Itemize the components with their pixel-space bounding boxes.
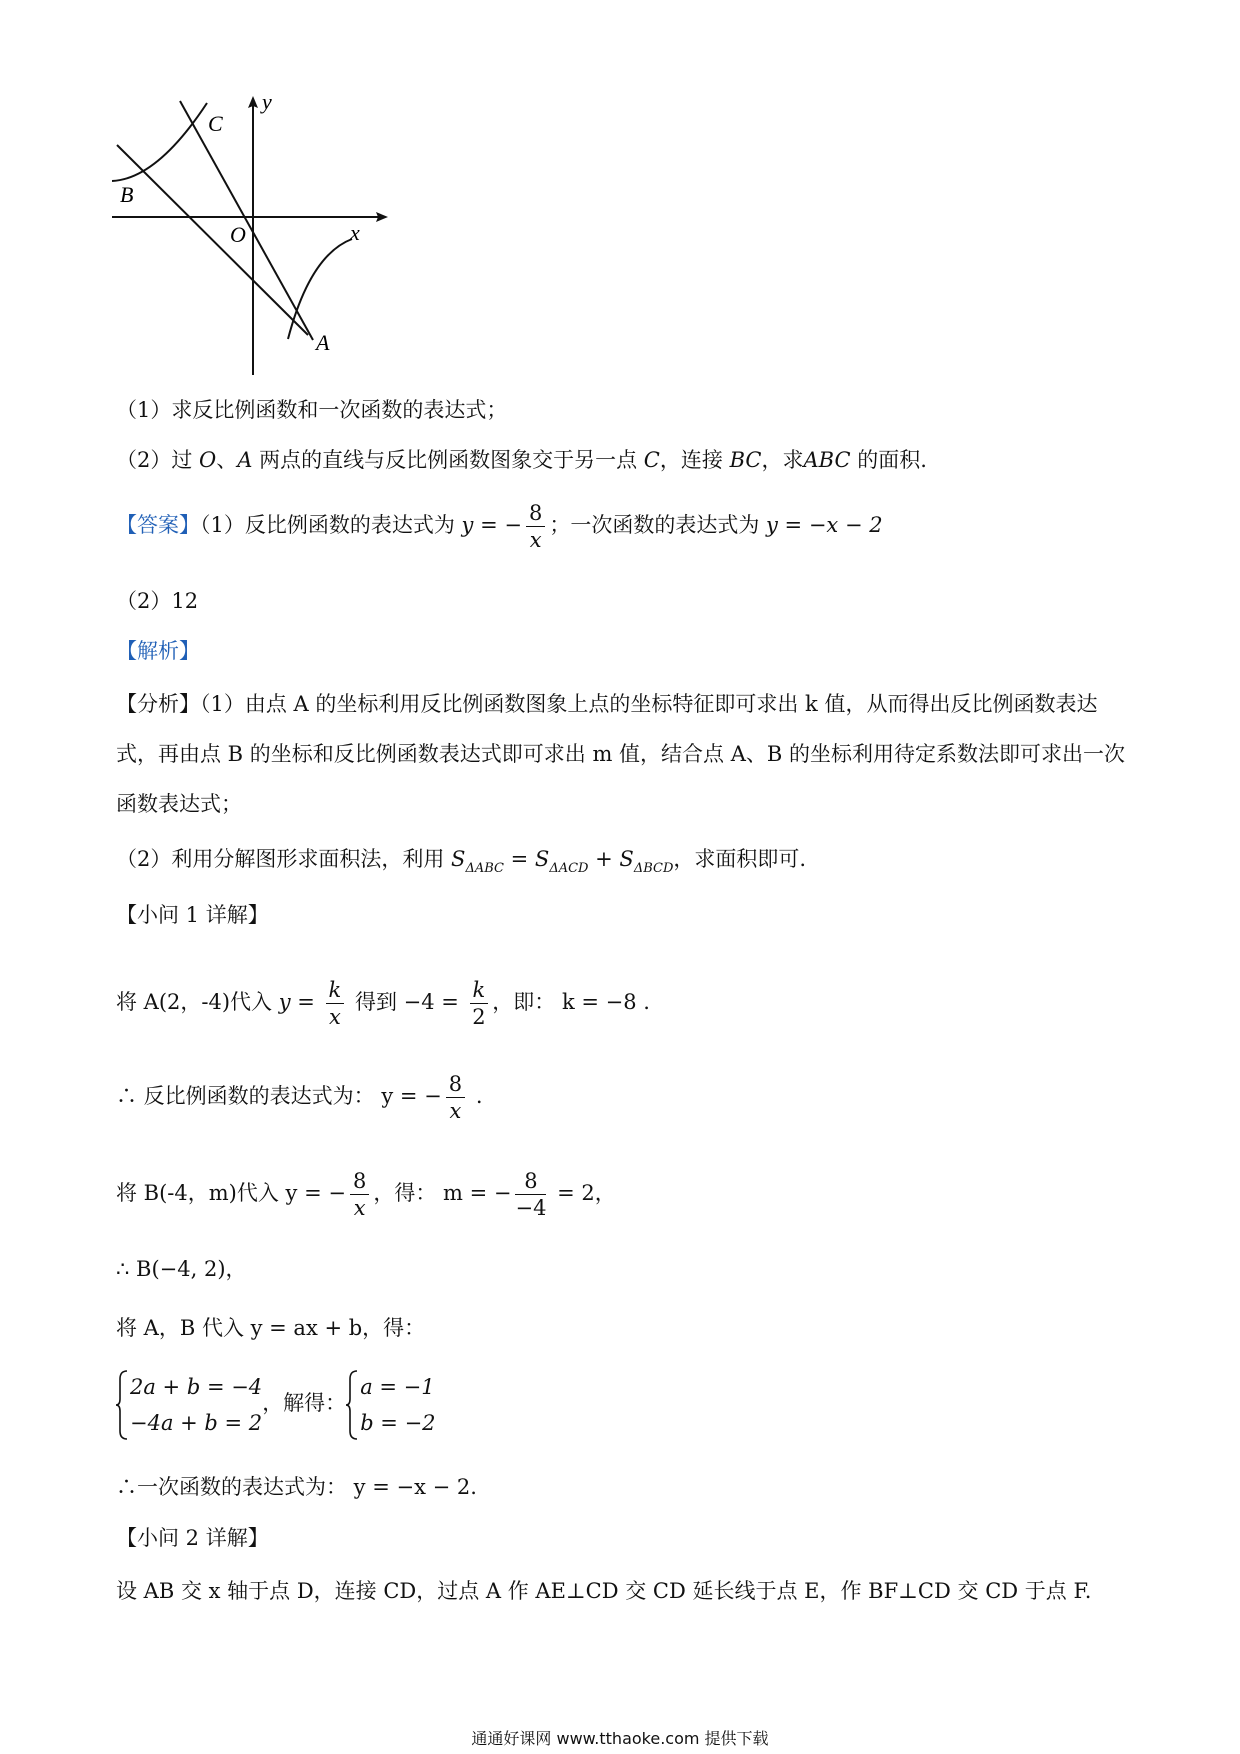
area-plus: +: [588, 847, 620, 871]
answer-text-2: ；一次函数的表达式为: [549, 513, 767, 537]
fraction-numerator: 8: [526, 500, 545, 527]
s3-fraction-8-x: [350, 1168, 369, 1221]
footer-source: 通通好课网 www.tthaoke.com 提供下载: [471, 1729, 769, 1748]
solution-step-1: [116, 977, 650, 1030]
fenxi-l4-text-b: ，求面积即可.: [673, 847, 807, 871]
fenxi-line-3: 函数表达式；: [116, 792, 242, 816]
question-2: [116, 445, 927, 475]
area-s-3: S: [619, 847, 634, 871]
answer-text-1: （1）反比例函数的表达式为: [200, 513, 462, 537]
answer-inverse-lhs: y = −: [461, 513, 522, 537]
fraction-denominator: x: [449, 1099, 462, 1123]
answer-tag: 【答案】: [116, 513, 200, 537]
area-sub-acd: ΔACD: [549, 861, 589, 876]
subquestion-2-setup: 设 AB 交 x 轴于点 D，连接 CD，过点 A 作 AE⊥CD 交 CD 延长线于点 E，作 BF⊥CD 交 CD 于点 F.: [116, 1579, 1092, 1603]
q2-point-c: C: [643, 448, 660, 472]
analysis-tag: 【解析】: [116, 639, 200, 663]
q2-text-3: 两点的直线与反比例函数图象交于另一点: [252, 448, 644, 472]
s2-fraction-8-x: [446, 1071, 465, 1124]
system-eq-1: 2a + b = −4: [130, 1374, 263, 1399]
fraction-numerator: k: [326, 977, 345, 1004]
answer-part-2: （2）12: [116, 589, 199, 613]
area-s-1: S: [451, 847, 466, 871]
q2-text-6: 的面积.: [850, 448, 927, 472]
solution-a: a = −1: [360, 1374, 435, 1399]
fenxi-l4-text-a: （2）利用分解图形求面积法，利用: [116, 847, 452, 871]
answer-inverse-fraction: [526, 500, 545, 553]
s2-text-b: .: [469, 1084, 483, 1108]
subquestion-1-title: 【小问 1 详解】: [116, 903, 269, 927]
system-eq-2: −4a + b = 2: [130, 1410, 263, 1435]
q2-text-2: 、: [216, 448, 238, 472]
label-a: A: [316, 330, 330, 355]
fraction-numerator: 8: [515, 1168, 546, 1195]
left-brace-icon: [346, 1369, 358, 1441]
q2-text-5: ，求: [761, 448, 804, 472]
fenxi-line-1: 【分析】（1）由点 A 的坐标利用反比例函数图象上点的坐标特征即可求出 k 值，从而得出反比例函数表达: [116, 692, 1098, 716]
s1-fraction-k-x: [326, 977, 345, 1030]
answer-line-1: [116, 500, 883, 553]
fraction-denominator: x: [529, 528, 542, 552]
line-oc-a: [180, 101, 313, 340]
fraction-numerator: k: [470, 977, 489, 1004]
line-ab: [117, 145, 308, 335]
subquestion-2-title: 【小问 2 详解】: [116, 1526, 269, 1550]
s2-text-a: ∴ 反比例函数的表达式为： y = −: [116, 1084, 442, 1108]
fraction-denominator: x: [353, 1196, 366, 1220]
q2-text-1: （2）过: [116, 448, 200, 472]
fraction-denominator: x: [328, 1005, 341, 1029]
system-solved-text: ，解得：: [262, 1391, 347, 1415]
solution-b: b = −2: [360, 1410, 436, 1435]
fenxi-line-4: [116, 844, 806, 878]
solution-step-2: [116, 1071, 483, 1124]
fenxi-line-2: 式，再由点 B 的坐标和反比例函数表达式即可求出 m 值，结合点 A、B 的坐标利用待定系数法即可求出一次: [116, 742, 1125, 766]
label-o: O: [230, 222, 246, 247]
s3-text-a: 将 B(-4，m)代入 y = −: [116, 1181, 346, 1205]
fraction-numerator: 8: [446, 1071, 465, 1098]
system-equations: [116, 1369, 262, 1441]
s1-fraction-k-2: [470, 977, 489, 1030]
solution-step-5: 将 A，B 代入 y = ax + b，得：: [116, 1316, 426, 1340]
q2-point-o: O: [199, 448, 217, 472]
solution-system: [116, 1367, 436, 1441]
s3-text-c: = 2，: [550, 1181, 616, 1205]
s3-text-b: ，得： m = −: [373, 1181, 512, 1205]
left-brace-icon: [116, 1369, 128, 1441]
system-solution: [346, 1369, 435, 1441]
label-c: C: [208, 111, 223, 136]
label-x: x: [350, 220, 360, 245]
q2-point-a: A: [237, 448, 253, 472]
area-sub-abc: ΔABC: [465, 861, 504, 876]
area-equals: =: [503, 847, 535, 871]
s3-fraction-8-neg4: [515, 1168, 546, 1221]
fraction-denominator: −4: [515, 1196, 547, 1220]
s1-text-c: ，即： k = −8 .: [492, 990, 650, 1014]
s1-text-a: 将 A(2，-4)代入: [116, 990, 279, 1014]
solution-step-6: ∴一次函数的表达式为： y = −x − 2.: [116, 1475, 477, 1499]
answer-linear-eq: y = −x − 2: [766, 513, 883, 537]
fraction-denominator: 2: [472, 1005, 486, 1029]
label-b: B: [120, 182, 134, 207]
hyperbola-upper-left: [112, 103, 207, 181]
s1-text-b: 得到 −4 =: [348, 990, 466, 1014]
q2-segment-bc: BC: [729, 448, 762, 472]
area-sub-bcd: ΔBCD: [633, 861, 674, 876]
solution-step-3: [116, 1168, 616, 1221]
function-graph-figure: [112, 95, 412, 385]
q2-triangle-abc: ABC: [803, 448, 851, 472]
fraction-numerator: 8: [350, 1168, 369, 1195]
label-y: y: [262, 95, 272, 114]
q2-text-4: ，连接: [659, 448, 730, 472]
s1-y-eq: y =: [278, 990, 322, 1014]
area-s-2: S: [534, 847, 550, 871]
solution-step-4: ∴ B(−4, 2)，: [116, 1257, 247, 1281]
question-1: （1）求反比例函数和一次函数的表达式；: [116, 398, 508, 422]
